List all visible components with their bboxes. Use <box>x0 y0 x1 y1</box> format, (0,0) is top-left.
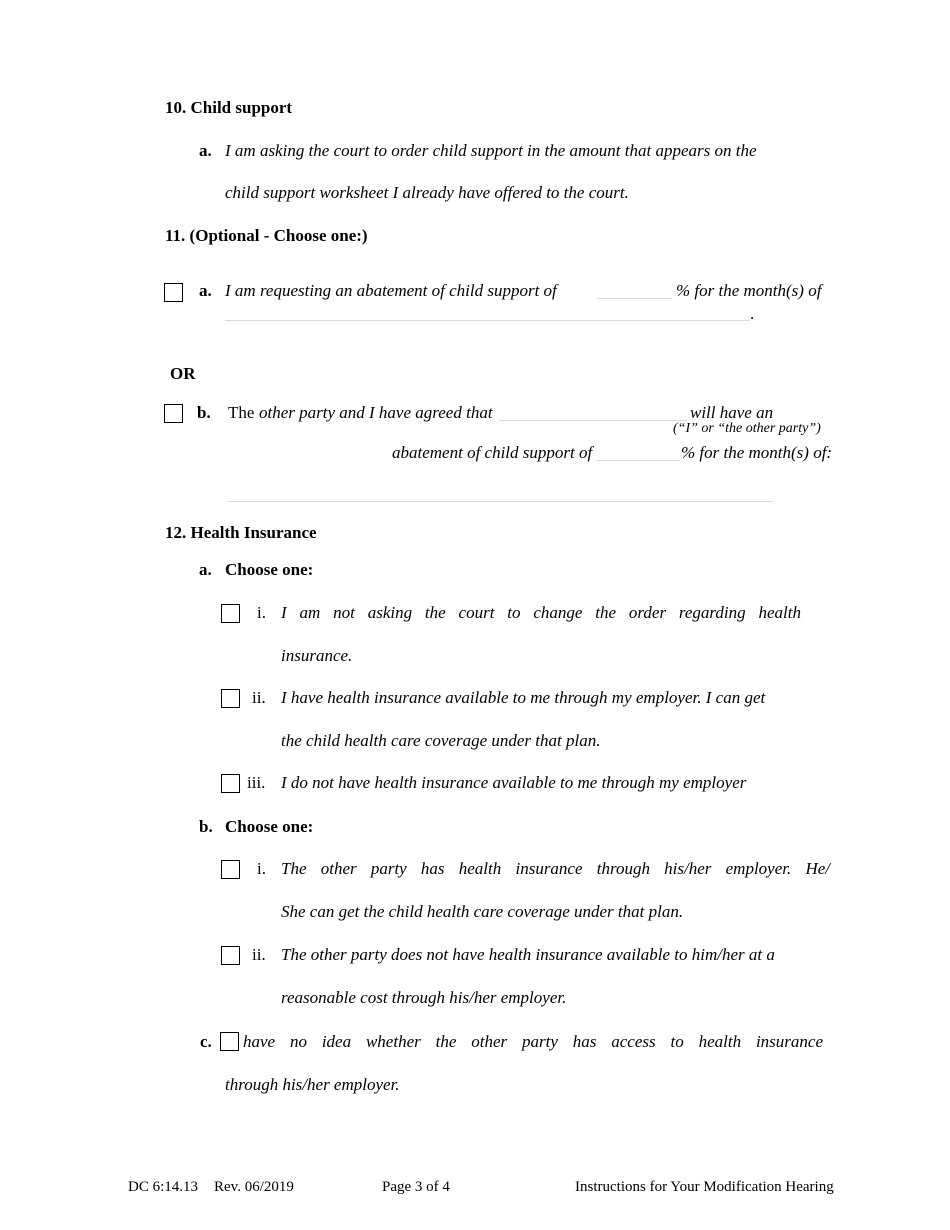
section-12-b-ii-num: ii. <box>252 945 266 964</box>
section-11-a-period: . <box>750 304 755 323</box>
other-party-not-insured-checkbox[interactable] <box>221 946 240 965</box>
footer-revision: Rev. 06/2019 <box>214 1179 294 1195</box>
section-12-a-ii-num: ii. <box>252 688 266 707</box>
footer-form-id: DC 6:14.13 <box>128 1179 199 1195</box>
section-12-b-ii-line1: The other party does not have health insurance available to him/her at a <box>281 945 775 964</box>
section-12-c-line1: have no idea whether the other party has access to health insurance <box>243 1032 823 1051</box>
agreed-abatement-checkbox[interactable] <box>164 404 183 423</box>
section-12-a-i-line2: insurance. <box>281 646 353 665</box>
agreed-months-field[interactable] <box>228 501 773 502</box>
section-12-b-i-num: i. <box>257 859 266 878</box>
section-12-c-label: c. <box>200 1032 212 1051</box>
section-11-a-label: a. <box>199 281 212 300</box>
section-12-a-label: a. <box>199 560 212 579</box>
section-12-heading: 12. Health Insurance <box>165 523 317 542</box>
section-10-a-line2: child support worksheet I already have offered to the court. <box>225 183 629 202</box>
section-11-b-text3: abatement of child support of <box>392 443 593 462</box>
section-12-a-iii-num: iii. <box>247 773 266 792</box>
section-11-a-text1: I am requesting an abatement of child support of <box>225 281 557 300</box>
not-changing-order-checkbox[interactable] <box>221 604 240 623</box>
abatement-request-checkbox[interactable] <box>164 283 183 302</box>
section-12-a-ii-line2: the child health care coverage under that plan. <box>281 731 601 750</box>
section-11-b-label: b. <box>197 403 211 422</box>
section-12-b-i-line2: She can get the child health care coverage under that plan. <box>281 902 684 921</box>
other-party-insured-checkbox[interactable] <box>221 860 240 879</box>
section-11-heading: 11. (Optional - Choose one:) <box>165 226 368 245</box>
abatement-months-field[interactable] <box>225 320 750 321</box>
section-11-b-text4: % for the month(s) of: <box>681 443 833 462</box>
no-employer-insurance-checkbox[interactable] <box>221 774 240 793</box>
party-field-hint: (“I” or “the other party”) <box>673 421 821 436</box>
section-10-heading: 10. Child support <box>165 98 293 117</box>
section-12-c-line2: through his/her employer. <box>225 1075 400 1094</box>
section-10-a-line1: I am asking the court to order child support in the amount that appears on the <box>225 141 757 160</box>
footer-title: Instructions for Your Modification Hearing <box>575 1179 834 1195</box>
party-field[interactable] <box>499 420 687 421</box>
no-idea-checkbox[interactable] <box>220 1032 239 1051</box>
agreed-percent-field[interactable] <box>597 460 680 461</box>
section-12-a-choose: Choose one: <box>225 560 314 579</box>
my-employer-insurance-checkbox[interactable] <box>221 689 240 708</box>
or-separator: OR <box>170 364 196 383</box>
section-12-a-ii-line1: I have health insurance available to me through my employer. I can get <box>281 688 766 707</box>
section-12-a-iii-line1: I do not have health insurance available to me through my employer <box>281 773 747 792</box>
section-12-b-ii-line2: reasonable cost through his/her employer. <box>281 988 567 1007</box>
section-11-a-text2: % for the month(s) of <box>676 281 822 300</box>
footer-page-number: Page 3 of 4 <box>382 1179 450 1195</box>
section-12-b-choose: Choose one: <box>225 817 314 836</box>
section-11-b-text2: will have an <box>690 403 774 422</box>
section-12-a-i-line1: I am not asking the court to change the order regarding health <box>281 603 801 622</box>
section-11-b-text1: other party and I have agreed that <box>259 403 493 422</box>
section-10-a-label: a. <box>199 141 212 160</box>
abatement-percent-field[interactable] <box>597 298 672 299</box>
section-12-a-i-num: i. <box>257 603 266 622</box>
section-12-b-i-line1: The other party has health insurance through his/her employer. He/ <box>281 859 830 878</box>
section-12-b-label: b. <box>199 817 213 836</box>
section-11-b-the: The <box>228 403 255 422</box>
